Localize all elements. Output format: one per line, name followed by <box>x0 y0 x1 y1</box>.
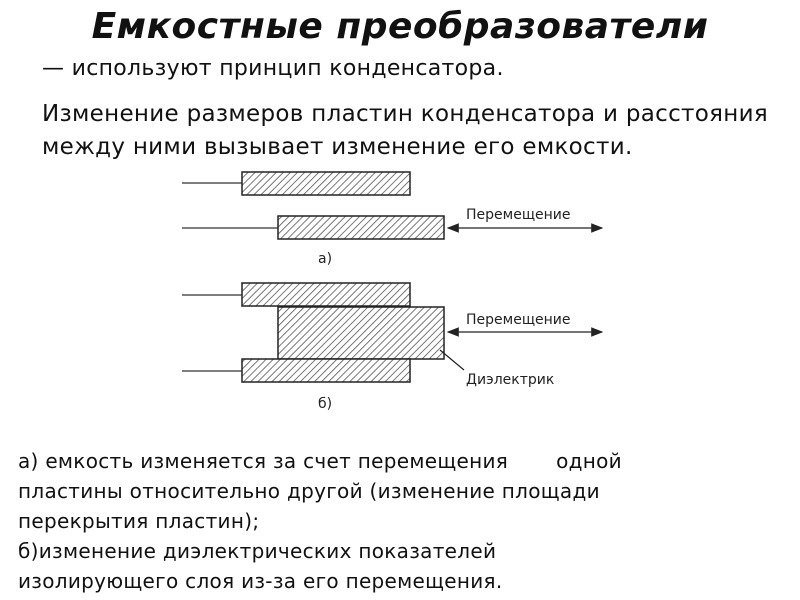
capacitor-diagram <box>182 160 612 418</box>
plate-b-bottom <box>242 359 410 382</box>
plate-a-top <box>242 172 410 195</box>
label-b: б) <box>318 396 333 412</box>
caption-line-3: перекрытия пластин); <box>18 509 260 533</box>
caption-line-1-start: а) емкость изменяется за счет перемещения <box>18 449 509 473</box>
capacitor-diagram-svg <box>182 160 612 418</box>
plate-a-bottom-movable <box>278 216 444 239</box>
figure-caption <box>18 446 788 596</box>
intro-paragraph: Изменение размеров пластин конденсатора и расстояния между ними вызывает изменение его емкости. <box>42 101 768 160</box>
dielectric-block <box>278 307 444 359</box>
movement-label-b: Перемещение <box>466 312 571 328</box>
movement-label-a: Перемещение <box>466 207 571 223</box>
caption-line-2: пластины относительно другой (изменение площади <box>18 479 600 503</box>
caption-line-1-end: одной <box>556 449 622 473</box>
caption-line-4: б)изменение диэлектрических показателей <box>18 539 497 563</box>
plate-b-top <box>242 283 410 306</box>
label-a: а) <box>318 251 333 267</box>
slide-title: Емкостные преобразователи <box>91 6 709 47</box>
dielectric-leader-line <box>440 350 464 370</box>
slide-subtitle: — используют принцип конденсатора. <box>42 56 504 81</box>
caption-line-5: изолирующего слоя из-за его перемещения. <box>18 569 503 593</box>
caption-line-1 <box>18 446 788 476</box>
dielectric-label: Диэлектрик <box>466 372 555 388</box>
